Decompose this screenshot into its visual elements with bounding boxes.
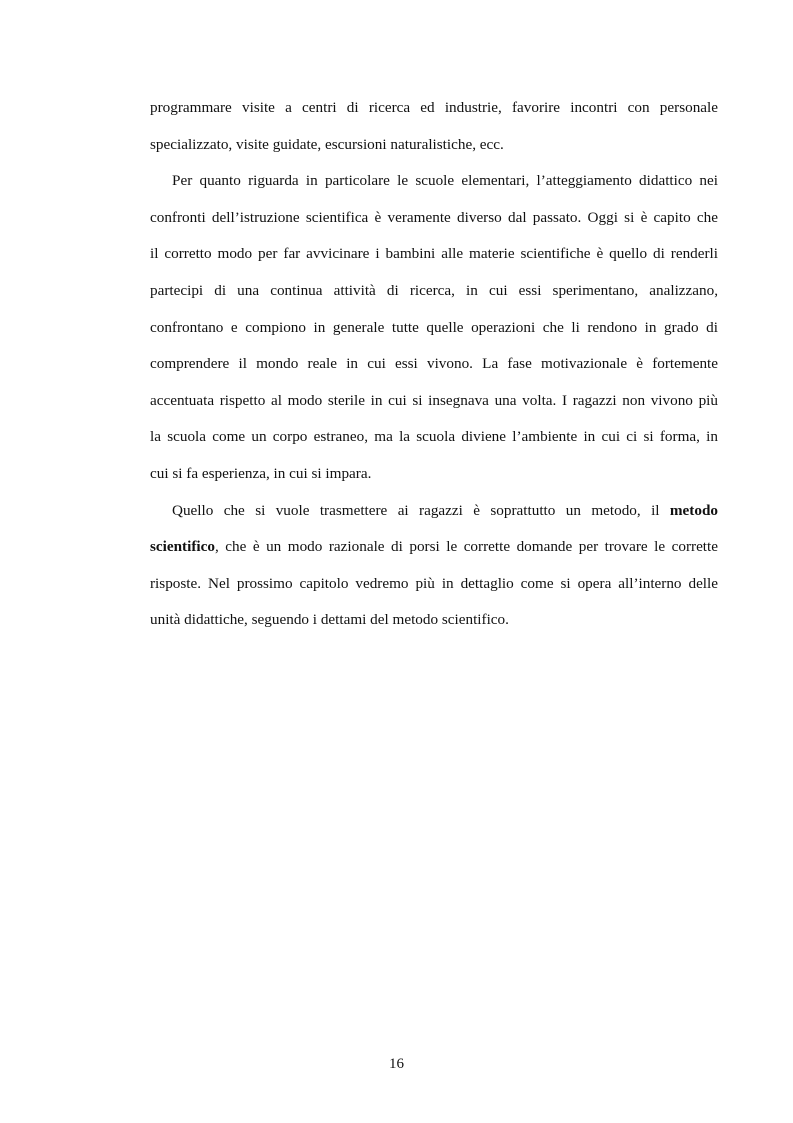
text-line: unità didattiche, seguendo i dettami del metodo scientifico. <box>150 611 509 629</box>
text-run: Quello che si vuole trasmettere ai ragazzi è soprattutto un metodo, il <box>172 501 670 519</box>
text-line: programmare visite a centri di ricerca ed industrie, favorire incontri con personale <box>150 99 718 116</box>
text-line: Per quanto riguarda in particolare le scuole elementari, l’atteggiamento didattico nei <box>172 172 718 190</box>
text-line: risposte. Nel prossimo capitolo vedremo più in dettaglio come si opera all’interno delle <box>150 574 718 592</box>
text-line: il corretto modo per far avvicinare i bambini alle materie scientifiche è quello di renderli <box>150 245 718 263</box>
text-line: confrontano e compiono in generale tutte quelle operazioni che li rendono in grado di <box>150 318 718 336</box>
text-line: la scuola come un corpo estraneo, ma la scuola diviene l’ambiente in cui ci si forma, in <box>150 428 718 446</box>
bold-term: metodo <box>669 501 718 519</box>
text-line: partecipi di una continua attività di ricerca, in cui essi sperimentano, analizzano, <box>150 281 718 299</box>
page-number: 16 <box>389 1056 404 1072</box>
text-line <box>150 529 718 566</box>
body-text <box>150 90 718 639</box>
text-line: comprendere il mondo reale in cui essi vivono. La fase motivazionale è fortemente <box>150 355 718 373</box>
bold-term: scientifico <box>150 538 215 556</box>
text-run: , che è un modo razionale di porsi le corrette domande per trovare le corrette <box>214 538 718 556</box>
text-line: accentuata rispetto al modo sterile in cui si insegnava una volta. I ragazzi non vivono più <box>150 391 718 409</box>
text-line: confronti dell’istruzione scientifica è veramente diverso dal passato. Oggi si è capito che <box>150 208 718 226</box>
text-line <box>150 493 718 530</box>
text-line: cui si fa esperienza, in cui si impara. <box>150 464 372 482</box>
text-line: specializzato, visite guidate, escursioni naturalistiche, ecc. <box>150 135 504 153</box>
